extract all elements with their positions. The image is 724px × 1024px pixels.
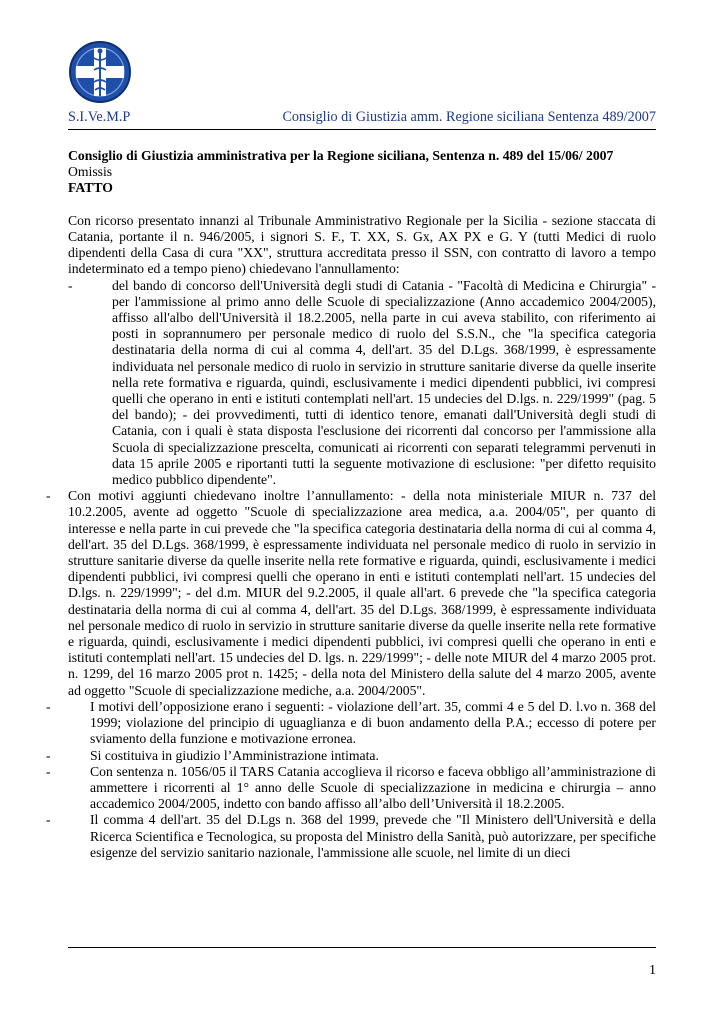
document-title: Consiglio di Giustizia amministrativa per la Regione siciliana, Sentenza n. 489 del 15/06/ 2007 [68,148,614,163]
footer-divider [68,947,656,948]
list-item-marker: - [68,277,73,293]
document-body [46,148,656,861]
list-item-marker: - [46,812,51,828]
list-item [68,278,656,489]
list-item-marker: - [46,747,51,763]
caduceus-cross-logo-icon [68,40,132,104]
list-item-text: I motivi dell’opposizione erano i seguenti: - violazione dell’art. 35, commi 4 e 5 del D. l.vo n. 368 del 1999; violazione del principio di uguaglianza e di buon andamento della P.A.; eccesso di potere per sviamento della funzione e motivazione erronea. [90,698,656,747]
list-item-marker: - [46,698,51,714]
omissis-label: Omissis [68,164,113,180]
list-item [46,748,656,764]
header-document-title: Consiglio di Giustizia amm. Regione siciliana Sentenza 489/2007 [282,109,656,125]
header-org-name: S.I.Ve.M.P [68,109,131,125]
list-item-marker: - [46,763,51,779]
list-item [46,488,656,699]
list-item-text: del bando di concorso dell'Università degli studi di Catania - "Facoltà di Medicina e Chirurgia" - per l'ammissione al primo anno delle Scuole di specializzazione (Anno accademico 2004/2005), affisso all'albo dell'Università il 18.2.2005, nella parte in cui aveva stabilito, con riferimento ai posti in soprannumero per personale medico di ruolo del S.S.N., che "la specifica categoria destinataria della norma di cui al comma 4, dell'art. 35 del D.Lgs. 368/1999, è espressamente individuata nel personale medico di ruolo in servizio in strutture sanitarie diverse da quelle inserite nella rete formativa e riguarda, quindi, esclusivamente i medici dipendenti pubblici, ivi compresi quelli che operano in enti e istituti contemplati nell'art. 15 undecies del D.lgs. n. 229/1999" (pag. 5 del bando); - dei provvedimenti, tutti di identico tenore, emanati dall'Università degli studi di Catania, con i quali è stata disposta l'esclusione dei ricorrenti dal concorso per l'ammissione alla Scuola di specializzazione prescelta, comunicati ai ricorrenti con separati telegrammi pervenuti in data 15 aprile 2005 e riportanti tutti la seguente motivazione di esclusione: "per difetto requisito medico pubblico dipendente". [112,277,656,488]
list-item [46,764,656,813]
list-item [46,699,656,748]
list-item-marker: - [46,488,51,504]
header-divider [68,129,656,130]
intro-paragraph: Con ricorso presentato innanzi al Tribunale Amministrativo Regionale per la Sicilia - sezione staccata di Catania, portante il n. 946/2005, i signori S. F., T. XX, S. Gx, AX PX e G. Y (tutti Medici di ruolo dipendenti della Casa di cura "XX", struttura accreditata presso il SSN, con contratto di lavoro a tempo indeterminato ed a tempo pieno) chiedevano l'annullamento: [68,212,656,277]
list-item [46,812,656,861]
list-item-text: Con sentenza n. 1056/05 il TARS Catania accoglieva il ricorso e faceva obbligo all’amministrazione di ammettere i ricorrenti al 1° anno delle Scuole di specializzazione in medicina e chirurgia – anno accademico 2004/2005, indetto con bando affisso all’albo dell’Università il 18.2.2005. [90,763,656,812]
section-heading: FATTO [68,180,113,196]
list-item-text: Si costituiva in giudizio l’Amministrazione intimata. [90,747,379,763]
page-number: 1 [649,963,656,978]
list-item-text: Con motivi aggiunti chiedevano inoltre l’annullamento: - della nota ministeriale MIUR n. 737 del 10.2.2005, avente ad oggetto "Scuole di specializzazione area medica, a.a. 2004/05", per quanto di interesse e nella parte in cui prevede che "la specifica categoria destinataria della norma di cui al comma 4, dell'art. 35 del D.Lgs. 368/1999, è espressamente individuata nel personale medico di ruolo in servizio in strutture sanitarie diverse da quelle inserite nella rete formative e riguarda, quindi, esclusivamente i medici dipendenti pubblici, ivi compresi quelli che operano in enti e istituti contemplati nell'art. 15 undecies del D.lgs. n. 229/1999"; - del d.m. MIUR del 9.2.2005, il quale all'art. 6 prevede che "la specifica categoria destinataria della norma di cui al comma 4, dell'art. 35 del D.Lgs. 368/1999, è espressamente individuata nel personale medico di ruolo in servizio in strutture sanitarie diverse da quelle inserite nella rete formative e riguarda, quindi, esclusivamente i medici dipendenti pubblici, ivi compresi quelli che operano in enti e istituti contemplati nell'art. 15 undecies del D. lgs. n. 229/1999"; - delle note MIUR del 4 marzo 2005 prot. n. 1299, del 16 marzo 2005 prot n. 1425; - della nota del Ministero della salute del 4 marzo 2005, avente ad oggetto "Scuole di specializzazione mediche, a.a. 2004/2005". [68,488,656,698]
list-item-text: Il comma 4 dell'art. 35 del D.Lgs n. 368 del 1999, prevede che "Il Ministero dell'Università e della Ricerca Scientifica e Tecnologica, su proposta del Ministro della Sanità, può autorizzare, per specifiche esigenze del servizio sanitario nazionale, l'ammissione alle scuole, nel limite di un dieci [90,812,656,860]
